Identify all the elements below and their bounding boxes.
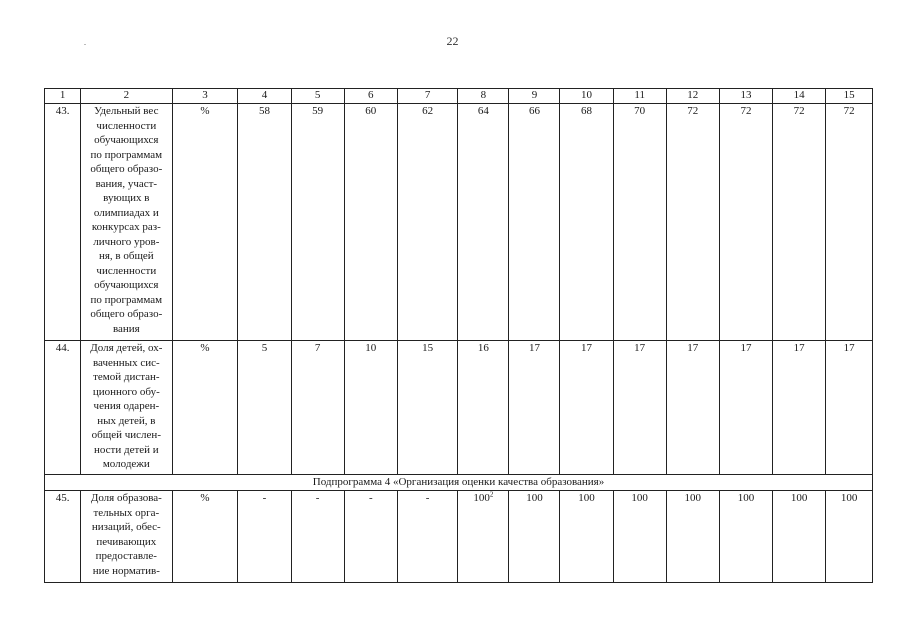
indicator-name-line: конкурсах раз- bbox=[91, 221, 161, 233]
value-cell: 100 bbox=[826, 491, 873, 583]
row-number: 45. bbox=[45, 491, 81, 583]
indicator-name-line: численности bbox=[96, 264, 157, 277]
indicator-name-line: численности bbox=[96, 119, 157, 132]
value-cell: 100 bbox=[613, 491, 666, 583]
value-cell: 72 bbox=[826, 104, 873, 341]
subprogram-row bbox=[45, 475, 873, 491]
indicator-name bbox=[81, 104, 172, 341]
indicator-name-line: общей числен- bbox=[91, 429, 161, 441]
indicator-name-line: Доля образова- bbox=[90, 492, 162, 504]
value-cell: - bbox=[291, 491, 344, 583]
value-cell: 62 bbox=[397, 104, 458, 341]
value-cell: - bbox=[397, 491, 458, 583]
header-cell-1: 1 bbox=[45, 89, 81, 104]
indicator-name-line: молодежи bbox=[102, 458, 150, 470]
indicator-name-line: Доля детей, ох- bbox=[90, 342, 163, 354]
indicator-name bbox=[81, 341, 172, 475]
value-cell: 58 bbox=[238, 104, 291, 341]
header-cell-13: 13 bbox=[719, 89, 772, 104]
value-cell: 10 bbox=[344, 341, 397, 475]
value-cell: 16 bbox=[458, 341, 509, 475]
indicator-name-line: печивающих bbox=[96, 535, 157, 548]
value-cell: 70 bbox=[613, 104, 666, 341]
value-cell: 7 bbox=[291, 341, 344, 475]
indicator-name-line: ня, в общей bbox=[98, 250, 154, 262]
header-cell-12: 12 bbox=[666, 89, 719, 104]
value-cell-with-footnote bbox=[458, 491, 509, 583]
indicator-name-line: обучающихся bbox=[94, 134, 159, 146]
value-cell: 64 bbox=[458, 104, 509, 341]
header-cell-3: 3 bbox=[172, 89, 238, 104]
header-cell-8: 8 bbox=[458, 89, 509, 104]
subprogram-title: Подпрограмма 4 «Организация оценки качества образования» bbox=[45, 475, 873, 491]
indicator-name-line: обучающихся bbox=[94, 279, 159, 291]
value-cell: 17 bbox=[560, 341, 613, 475]
value-cell: - bbox=[238, 491, 291, 583]
value-cell: 59 bbox=[291, 104, 344, 341]
header-cell-14: 14 bbox=[773, 89, 826, 104]
indicator-name-line: Удельный вес bbox=[94, 105, 159, 117]
value-cell: 68 bbox=[560, 104, 613, 341]
value-cell: 100 bbox=[560, 491, 613, 583]
value-cell: 100 bbox=[719, 491, 772, 583]
unit-cell: % bbox=[172, 104, 238, 341]
header-cell-5: 5 bbox=[291, 89, 344, 104]
value-cell: 66 bbox=[509, 104, 560, 341]
header-cell-10: 10 bbox=[560, 89, 613, 104]
footnote-mark: 2 bbox=[489, 490, 494, 499]
data-table bbox=[44, 88, 873, 583]
value-cell: 100 bbox=[666, 491, 719, 583]
indicator-name-line: вания, участ- bbox=[95, 177, 158, 190]
value-cell: 17 bbox=[509, 341, 560, 475]
header-cell-7: 7 bbox=[397, 89, 458, 104]
indicator-name-line: чения одарен- bbox=[93, 400, 160, 412]
indicator-name-line: ционного обу- bbox=[92, 385, 160, 398]
value-cell: - bbox=[344, 491, 397, 583]
value-cell: 17 bbox=[666, 341, 719, 475]
header-cell-4: 4 bbox=[238, 89, 291, 104]
value-cell: 17 bbox=[719, 341, 772, 475]
indicator-name-line: предоставле- bbox=[95, 550, 157, 562]
indicator-name-line: личного уров- bbox=[93, 235, 160, 248]
unit-cell: % bbox=[172, 491, 238, 583]
value-cell: 72 bbox=[719, 104, 772, 341]
indicator-name-line: низаций, обес- bbox=[91, 521, 161, 533]
indicator-name-line: общего образо- bbox=[90, 308, 163, 320]
indicator-name-line: вующих в bbox=[103, 192, 150, 204]
header-cell-6: 6 bbox=[344, 89, 397, 104]
indicator-name-line: по программам bbox=[90, 148, 163, 161]
row-number: 44. bbox=[45, 341, 81, 475]
value-cell: 5 bbox=[238, 341, 291, 475]
value-cell: 100 bbox=[509, 491, 560, 583]
header-cell-9: 9 bbox=[509, 89, 560, 104]
indicator-name-line: ных детей, в bbox=[97, 414, 156, 427]
value-cell: 72 bbox=[773, 104, 826, 341]
indicator-name-line: вания bbox=[112, 322, 140, 335]
value-cell: 17 bbox=[613, 341, 666, 475]
table-row-43 bbox=[45, 104, 873, 341]
footnote-value: 100 bbox=[473, 492, 490, 504]
row-number: 43. bbox=[45, 104, 81, 341]
value-cell: 60 bbox=[344, 104, 397, 341]
scan-speck bbox=[84, 44, 86, 45]
indicator-name-line: ваченных сис- bbox=[93, 356, 160, 369]
indicator-name-line: по программам bbox=[90, 293, 163, 306]
value-cell: 72 bbox=[666, 104, 719, 341]
indicator-name-line: ности детей и bbox=[93, 443, 159, 456]
header-cell-2: 2 bbox=[81, 89, 172, 104]
table-row-45 bbox=[45, 491, 873, 583]
value-cell: 17 bbox=[773, 341, 826, 475]
indicator-name bbox=[81, 491, 172, 583]
indicator-name-line: общего образо- bbox=[90, 163, 163, 175]
indicator-name-line: олимпиадах и bbox=[93, 206, 159, 219]
indicator-name-line: ние норматив- bbox=[92, 564, 160, 577]
page-number: 22 bbox=[446, 34, 459, 48]
header-cell-11: 11 bbox=[613, 89, 666, 104]
unit-cell: % bbox=[172, 341, 238, 475]
indicator-name-line: тельных орга- bbox=[93, 506, 160, 519]
value-cell: 17 bbox=[826, 341, 873, 475]
value-cell: 15 bbox=[397, 341, 458, 475]
header-row bbox=[45, 89, 873, 104]
indicator-name-line: темой дистан- bbox=[93, 371, 160, 383]
header-cell-15: 15 bbox=[826, 89, 873, 104]
value-cell: 100 bbox=[773, 491, 826, 583]
table-row-44 bbox=[45, 341, 873, 475]
